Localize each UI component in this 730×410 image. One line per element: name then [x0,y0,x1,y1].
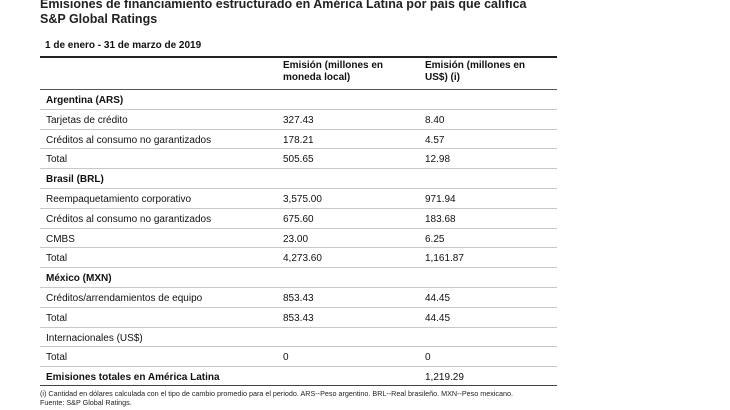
table-row-total [40,347,557,367]
table-row-section-argentina [40,90,557,110]
table-row-section-mexico [40,268,557,288]
table-row-total [40,149,557,169]
table-row-section-brasil [40,169,557,189]
value-local: 178.21 [283,134,314,146]
footnote-source: Fuente: S&P Global Ratings. [40,398,132,407]
value-usd: 0 [425,352,431,364]
footnotes [40,389,513,407]
row-label: Total [46,352,68,364]
row-label: CMBS [46,233,75,245]
row-label: Emisiones totales en América Latina [46,372,220,384]
table-title [40,0,700,27]
table-row-section-internacionales [40,328,557,348]
value-usd: 1,219.29 [425,372,464,384]
row-label: Reempaquetamiento corporativo [46,193,192,205]
table-row [40,209,557,229]
value-usd: 4.57 [425,134,445,146]
table-row [40,130,557,150]
row-label: Total [46,154,68,166]
value-local: 853.43 [283,312,314,324]
row-label: Total [46,253,68,265]
value-local: 23.00 [283,233,309,245]
table-row-total [40,308,557,328]
table-title-line-1: Emisiones de financiamiento estructurado en América Latina por país que califica [40,0,527,11]
value-usd: 6.25 [425,233,445,245]
row-label: Créditos al consumo no garantizados [46,213,212,225]
value-usd: 1,161.87 [425,253,464,265]
value-local: 327.43 [283,114,314,126]
bottom-rule [40,385,557,386]
period-label: 1 de enero - 31 de marzo de 2019 [45,40,202,51]
value-local: 0 [283,352,289,364]
issuance-table [40,90,557,387]
row-label: Créditos/arrendamientos de equipo [46,292,203,304]
value-local: 4,273.60 [283,253,322,265]
table-row [40,288,557,308]
row-label: Brasil (BRL) [46,174,104,186]
row-label: Total [46,312,68,324]
table-title-line-2: S&P Global Ratings [40,12,158,26]
top-rule [40,56,557,58]
value-local: 675.60 [283,213,314,225]
column-header-local-currency: Emisión (millones en moneda local) [283,60,384,83]
row-label: Créditos al consumo no garantizados [46,134,212,146]
row-label: Argentina (ARS) [46,95,124,106]
table-row-grand-total [40,367,557,387]
value-local: 853.43 [283,292,314,304]
table-row [40,189,557,209]
value-usd: 12.98 [425,154,451,166]
table-row [40,229,557,249]
row-label: Internacionales (US$) [46,332,143,344]
value-local: 505.65 [283,154,314,166]
value-usd: 183.68 [425,213,456,225]
value-usd: 971.94 [425,193,456,205]
value-usd: 44.45 [425,312,451,324]
footnote-currency: (i) Cantidad en dólares calculada con el tipo de cambio promedio para el periodo. ARS--Peso argentino. BRL--Real brasileño. MXN--Peso mexicano. [40,389,514,398]
value-usd: 8.40 [425,114,445,126]
table-row-total [40,248,557,268]
value-usd: 44.45 [425,292,451,304]
value-local: 3,575.00 [283,193,322,205]
column-header-usd: Emisión (millones en US$) (i) [425,60,526,83]
row-label: Tarjetas de crédito [46,114,128,126]
table-row [40,110,557,130]
row-label: México (MXN) [46,273,112,285]
